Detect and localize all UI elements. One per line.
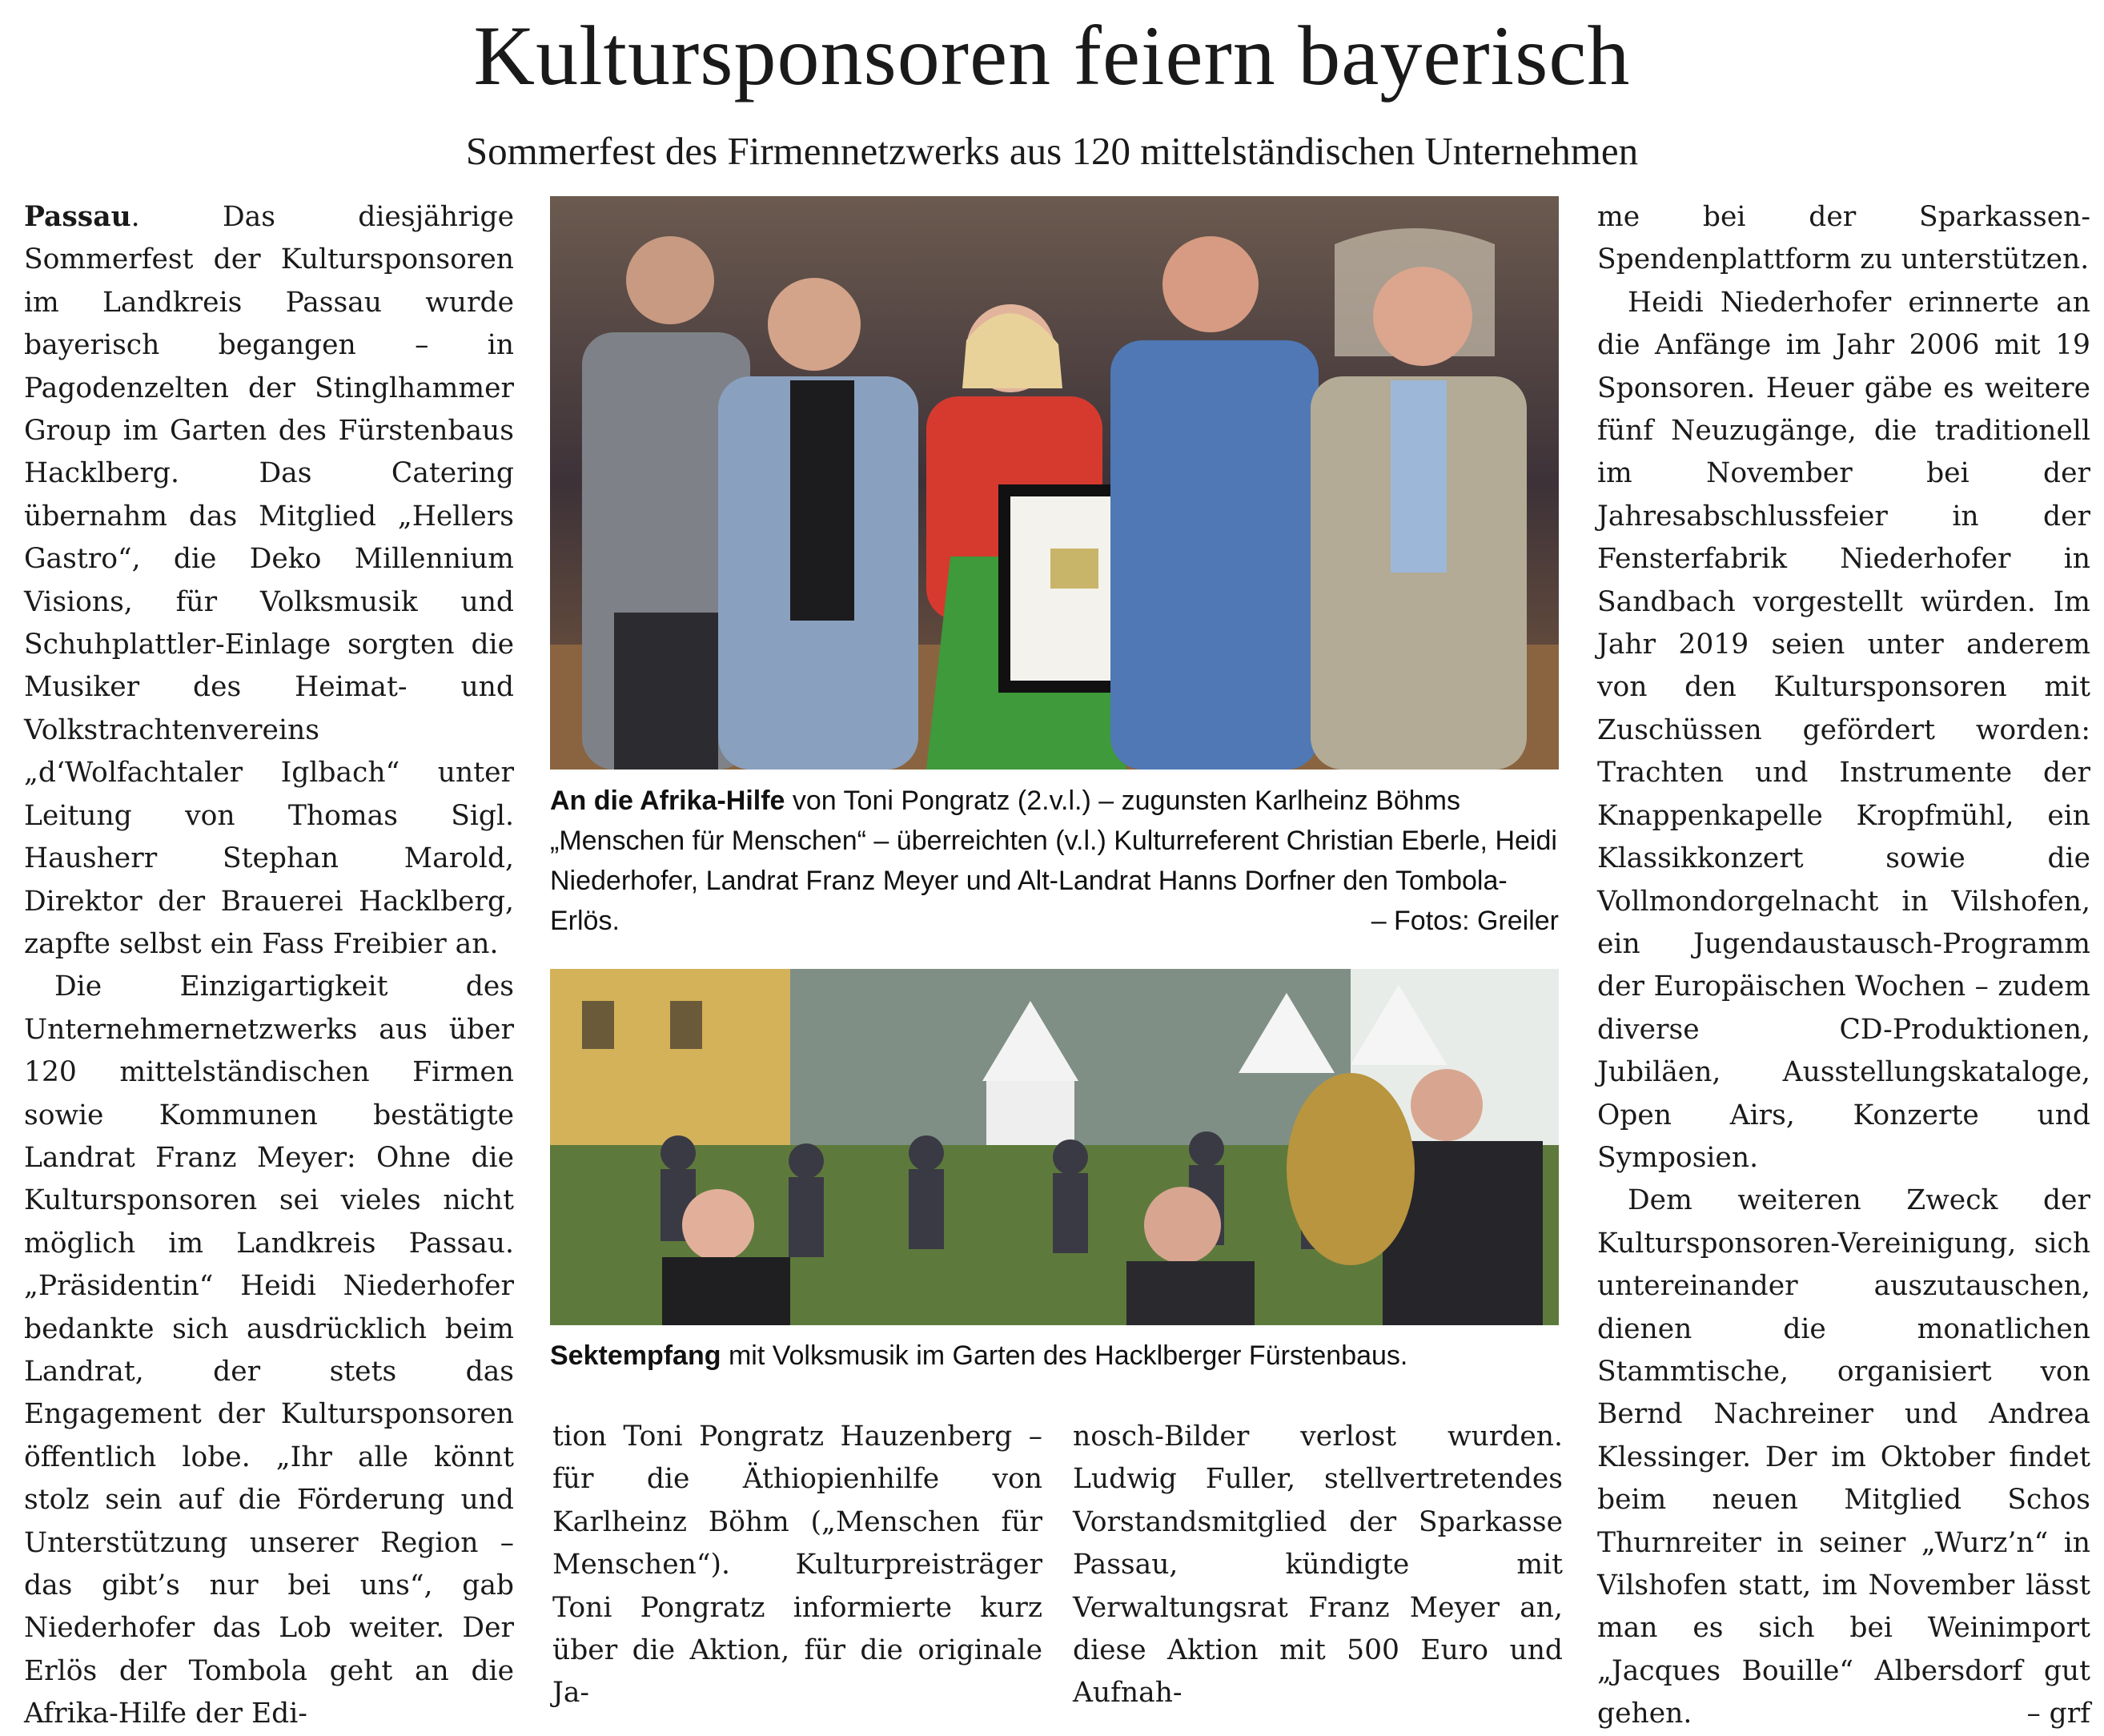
photo-award-handover bbox=[550, 196, 1559, 770]
paragraph: nosch-Bilder verlost wurden. Ludwig Fuller, stellvertretendes Vorstandsmitglied der Sparkasse Passau, kündigte mit Verwaltungsrat Franz Meyer an, diese Aktion mit 500 Euro und Aufnah- bbox=[1073, 1421, 1563, 1710]
paragraph-text: Dem weiteren Zweck der Kultursponsoren-Vereinigung, sich untereinander auszutauschen, dienen die monatlichen Stammtische, organisiert von Bernd Nachreiner und Andrea Klessinger. Der im Oktober findet beim neuen Mitglied Schos Thurnreiter in seiner „Wurz’n“ in Vilshofen statt, im November lässt man es sich bei Weinimport „Jacques Bouille“ Albersdorf gut gehen. bbox=[1597, 1184, 2090, 1730]
article-column-4 bbox=[1597, 196, 2090, 1730]
subheadline: Sommerfest des Firmennetzwerks aus 120 mittelständischen Unternehmen bbox=[465, 129, 1639, 173]
paragraph: Die Einzigartigkeit des Unternehmernetzwerks aus über 120 mittelständischen Firmen sowie Kommunen bestätigte Landrat Franz Meyer: Ohne die Kultursponsoren sei vieles nicht möglich im Landkreis Passau. „Präsidentin“ Heidi Niederhofer bedankte sich ausdrücklich beim Landrat, der stets das Engagement der Kultursponsoren öffentlich lobe. „Ihr alle könnt stolz sein auf die Förderung und Unterstützung unserer Region – das gibt’s nur bei uns“, gab Niederhofer das Lob weiter. Der Erlös der Tombola geht an die Afrika-Hilfe der Edi- bbox=[24, 970, 514, 1730]
article-column-2 bbox=[552, 1416, 1042, 1710]
photo-crowd-icon bbox=[550, 969, 1559, 1325]
paragraph bbox=[24, 196, 514, 966]
paragraph: me bei der Sparkassen-Spendenplattform zu unterstützen. bbox=[1597, 201, 2090, 276]
paragraph bbox=[1597, 1179, 2090, 1735]
caption-text: mit Volksmusik im Garten des Hacklberger Fürstenbaus. bbox=[721, 1340, 1408, 1371]
caption-lead: An die Afrika-Hilfe bbox=[550, 786, 785, 816]
photo-group-icon bbox=[550, 196, 1559, 770]
headline: Kultursponsoren feiern bayerisch bbox=[473, 9, 1631, 102]
article-column-3 bbox=[1073, 1416, 1563, 1710]
paragraph: tion Toni Pongratz Hauzenberg – für die Äthiopienhilfe von Karlheinz Böhm („Menschen für Menschen“). Kulturpreisträger Toni Pongratz informierte kurz über die Aktion, für die originale Ja- bbox=[552, 1421, 1042, 1710]
photo-credit: – Fotos: Greiler bbox=[1371, 906, 1559, 936]
photo-caption-1 bbox=[550, 781, 1559, 941]
paragraph-text: . Das diesjährige Sommerfest der Kultursponsoren im Landkreis Passau wurde bayerisch begangen – in Pagodenzelten der Stinglhammer Group im Garten des Fürstenbaus Hacklberg. Das Catering übernahm das Mitglied „Hellers Gastro“, die Deko Millennium Visions, für Volksmusik und Schuhplattler-Einlage sorgten die Musiker des Heimat- und Volkstrachtenvereins „d‘Wolfachtaler Iglbach“ unter Leitung von Thomas Sigl. Hausherr Stephan Marold, Direktor der Brauerei Hacklberg, zapfte selbst ein Fass Freibier an. bbox=[24, 201, 514, 960]
author-signature: – grf bbox=[2026, 1698, 2090, 1730]
photo-garden-reception bbox=[550, 969, 1559, 1325]
caption-lead: Sektempfang bbox=[550, 1340, 721, 1371]
paragraph: Heidi Niederhofer erinnerte an die Anfänge im Jahr 2006 mit 19 Sponsoren. Heuer gäbe es weitere fünf Neuzugänge, die traditionell im November bei der Jahresabschlussfeier in der Fensterfabrik Niederhofer in Sandbach vorgestellt würden. Im Jahr 2019 seien unter anderem von den Kultursponsoren mit Zuschüssen gefördert worden: Trachten und Instrumente der Knappenkapelle Kropfmühl, ein Klassikkonzert sowie die Vollmondorgelnacht in Vilshofen, ein Jugendaustausch-Programm der Europäischen Wochen – zudem diverse CD-Produktionen, Jubiläen, Ausstellungskataloge, Open Airs, Konzerte und Symposien. bbox=[1597, 286, 2090, 1174]
photo-caption-2 bbox=[550, 1336, 1559, 1376]
dateline: Passau bbox=[24, 201, 131, 233]
article-column-1 bbox=[24, 196, 514, 1730]
caption-text: von Toni Pongratz (2.v.l.) – zugunsten Karlheinz Böhms „Menschen für Menschen“ – überreichten (v.l.) Kulturreferent Christian Eberle, Heidi Niederhofer, Landrat Franz Meyer und Alt-Landrat Hanns Dorfner den Tombola-Erlös. bbox=[550, 786, 1557, 936]
